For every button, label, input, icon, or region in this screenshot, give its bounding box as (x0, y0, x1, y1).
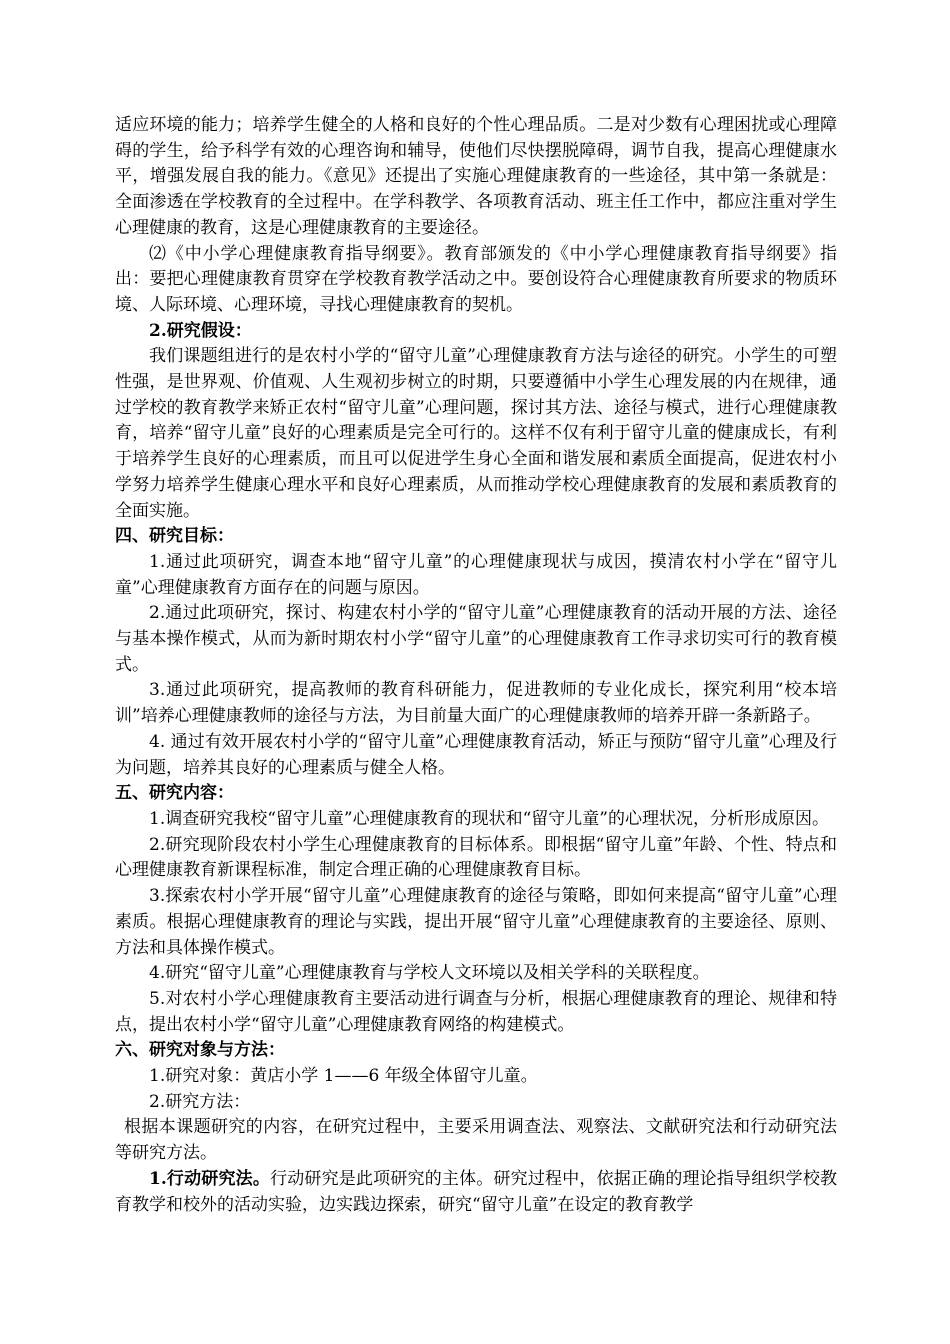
action-research-text: 行动研究是此项研究的主体。研究过程中，依据正确的理论指导组织学校教育教学和校外的活动实验，边实践边探索，研究“留守儿童”在设定的教育教学 (115, 1168, 838, 1215)
content-item: 4.研究“留守儿童”心理健康教育与学校人文环境以及相关学科的关联程度。 (149, 963, 710, 984)
heading-research-goals: 四、研究目标： (115, 526, 234, 547)
paragraph-intro: 适应环境的能力；培养学生健全的人格和良好的个性心理品质。二是对少数有心理困扰或心理障碍的学生，给予科学有效的心理咨询和辅导，使他们尽快摆脱障碍，调节自我，提高心理健康水平，增强发展自我的能力。《意见》还提出了实施心理健康教育的一些途径，其中第一条就是：全面渗透在学校教育的全过程中。在学科教学、各项教育活动、班主任工作中，都应注重对学生心理健康的教育，这是心理健康教育的主要途径。 (115, 115, 837, 238)
heading-objects-methods: 六、研究对象与方法： (115, 1040, 285, 1061)
goal-item: 4. 通过有效开展农村小学的“留守儿童”心理健康教育活动，矫正与预防“留守儿童”心理及行为问题，培养其良好的心理素质与健全人格。 (115, 731, 837, 778)
heading-research-content: 五、研究内容： (115, 783, 234, 804)
objects-item: 1.研究对象：黄店小学 1——6 年级全体留守儿童。 (149, 1066, 538, 1087)
content-item: 2.研究现阶段农村小学生心理健康教育的目标体系。即根据“留守儿童”年龄、个性、特点和心理健康教育新课程标准，制定合理正确的心理健康教育目标。 (115, 834, 837, 881)
goal-item: 3.通过此项研究，提高教师的教育科研能力，促进教师的专业化成长，探究利用“校本培训”培养心理健康教师的途径与方法，为目前量大面广的心理健康教师的培养开辟一条新路子。 (115, 680, 837, 727)
content-item: 3.探索农村小学开展“留守儿童”心理健康教育的途径与策略，即如何来提高“留守儿童”心理素质。根据心理健康教育的理论与实践，提出开展“留守儿童”心理健康教育的主要途径、原则、方法和具体操作模式。 (115, 886, 837, 958)
paragraph-methods: 根据本课题研究的内容，在研究过程中，主要采用调查法、观察法、文献研究法和行动研究法等研究方法。 (115, 1117, 837, 1164)
paragraph-action-research (115, 1167, 837, 1218)
goal-item: 1.通过此项研究，调查本地“留守儿童”的心理健康现状与成因，摸清农村小学在“留守儿童”心理健康教育方面存在的问题与原因。 (115, 551, 837, 598)
content-item: 5.对农村小学心理健康教育主要活动进行调查与分析，根据心理健康教育的理论、规律和特点，提出农村小学“留守儿童”心理健康教育网络的构建模式。 (115, 988, 837, 1035)
heading-hypothesis: 2.研究假设： (149, 320, 252, 341)
content-item: 1.调查研究我校“留守儿童”心理健康教育的现状和“留守儿童”的心理状况，分析形成原因。 (149, 808, 829, 829)
objects-item: 2.研究方法： (149, 1091, 251, 1112)
paragraph-guide-outline: ⑵《中小学心理健康教育指导纲要》。教育部颁发的《中小学心理健康教育指导纲要》指出：要把心理健康教育贯穿在学校教育教学活动之中。要创设符合心理健康教育所要求的物质环境、人际环境、心理环境，寻找心理健康教育的契机。 (115, 243, 837, 315)
action-research-title: 1.行动研究法。 (149, 1168, 271, 1189)
goal-item: 2.通过此项研究，探讨、构建农村小学的“留守儿童”心理健康教育的活动开展的方法、途径与基本操作模式，从而为新时期农村小学“留守儿童”的心理健康教育工作寻求切实可行的教育模式。 (115, 603, 837, 675)
paragraph-hypothesis: 我们课题组进行的是农村小学的“留守儿童”心理健康教育方法与途径的研究。小学生的可塑性强，是世界观、价值观、人生观初步树立的时期，只要遵循中小学生心理发展的内在规律，通过学校的教育教学来矫正农村“留守儿童”心理问题，探讨其方法、途径与模式，进行心理健康教育，培养“留守儿童”良好的心理素质是完全可行的。这样不仅有利于留守儿童的健康成长，有利于培养学生良好的心理素质，而且可以促进学生身心全面和谐发展和素质全面提高，促进农村小学努力培养学生健康心理水平和良好心理素质，从而推动学校心理健康教育的发展和素质教育的全面实施。 (115, 346, 837, 521)
